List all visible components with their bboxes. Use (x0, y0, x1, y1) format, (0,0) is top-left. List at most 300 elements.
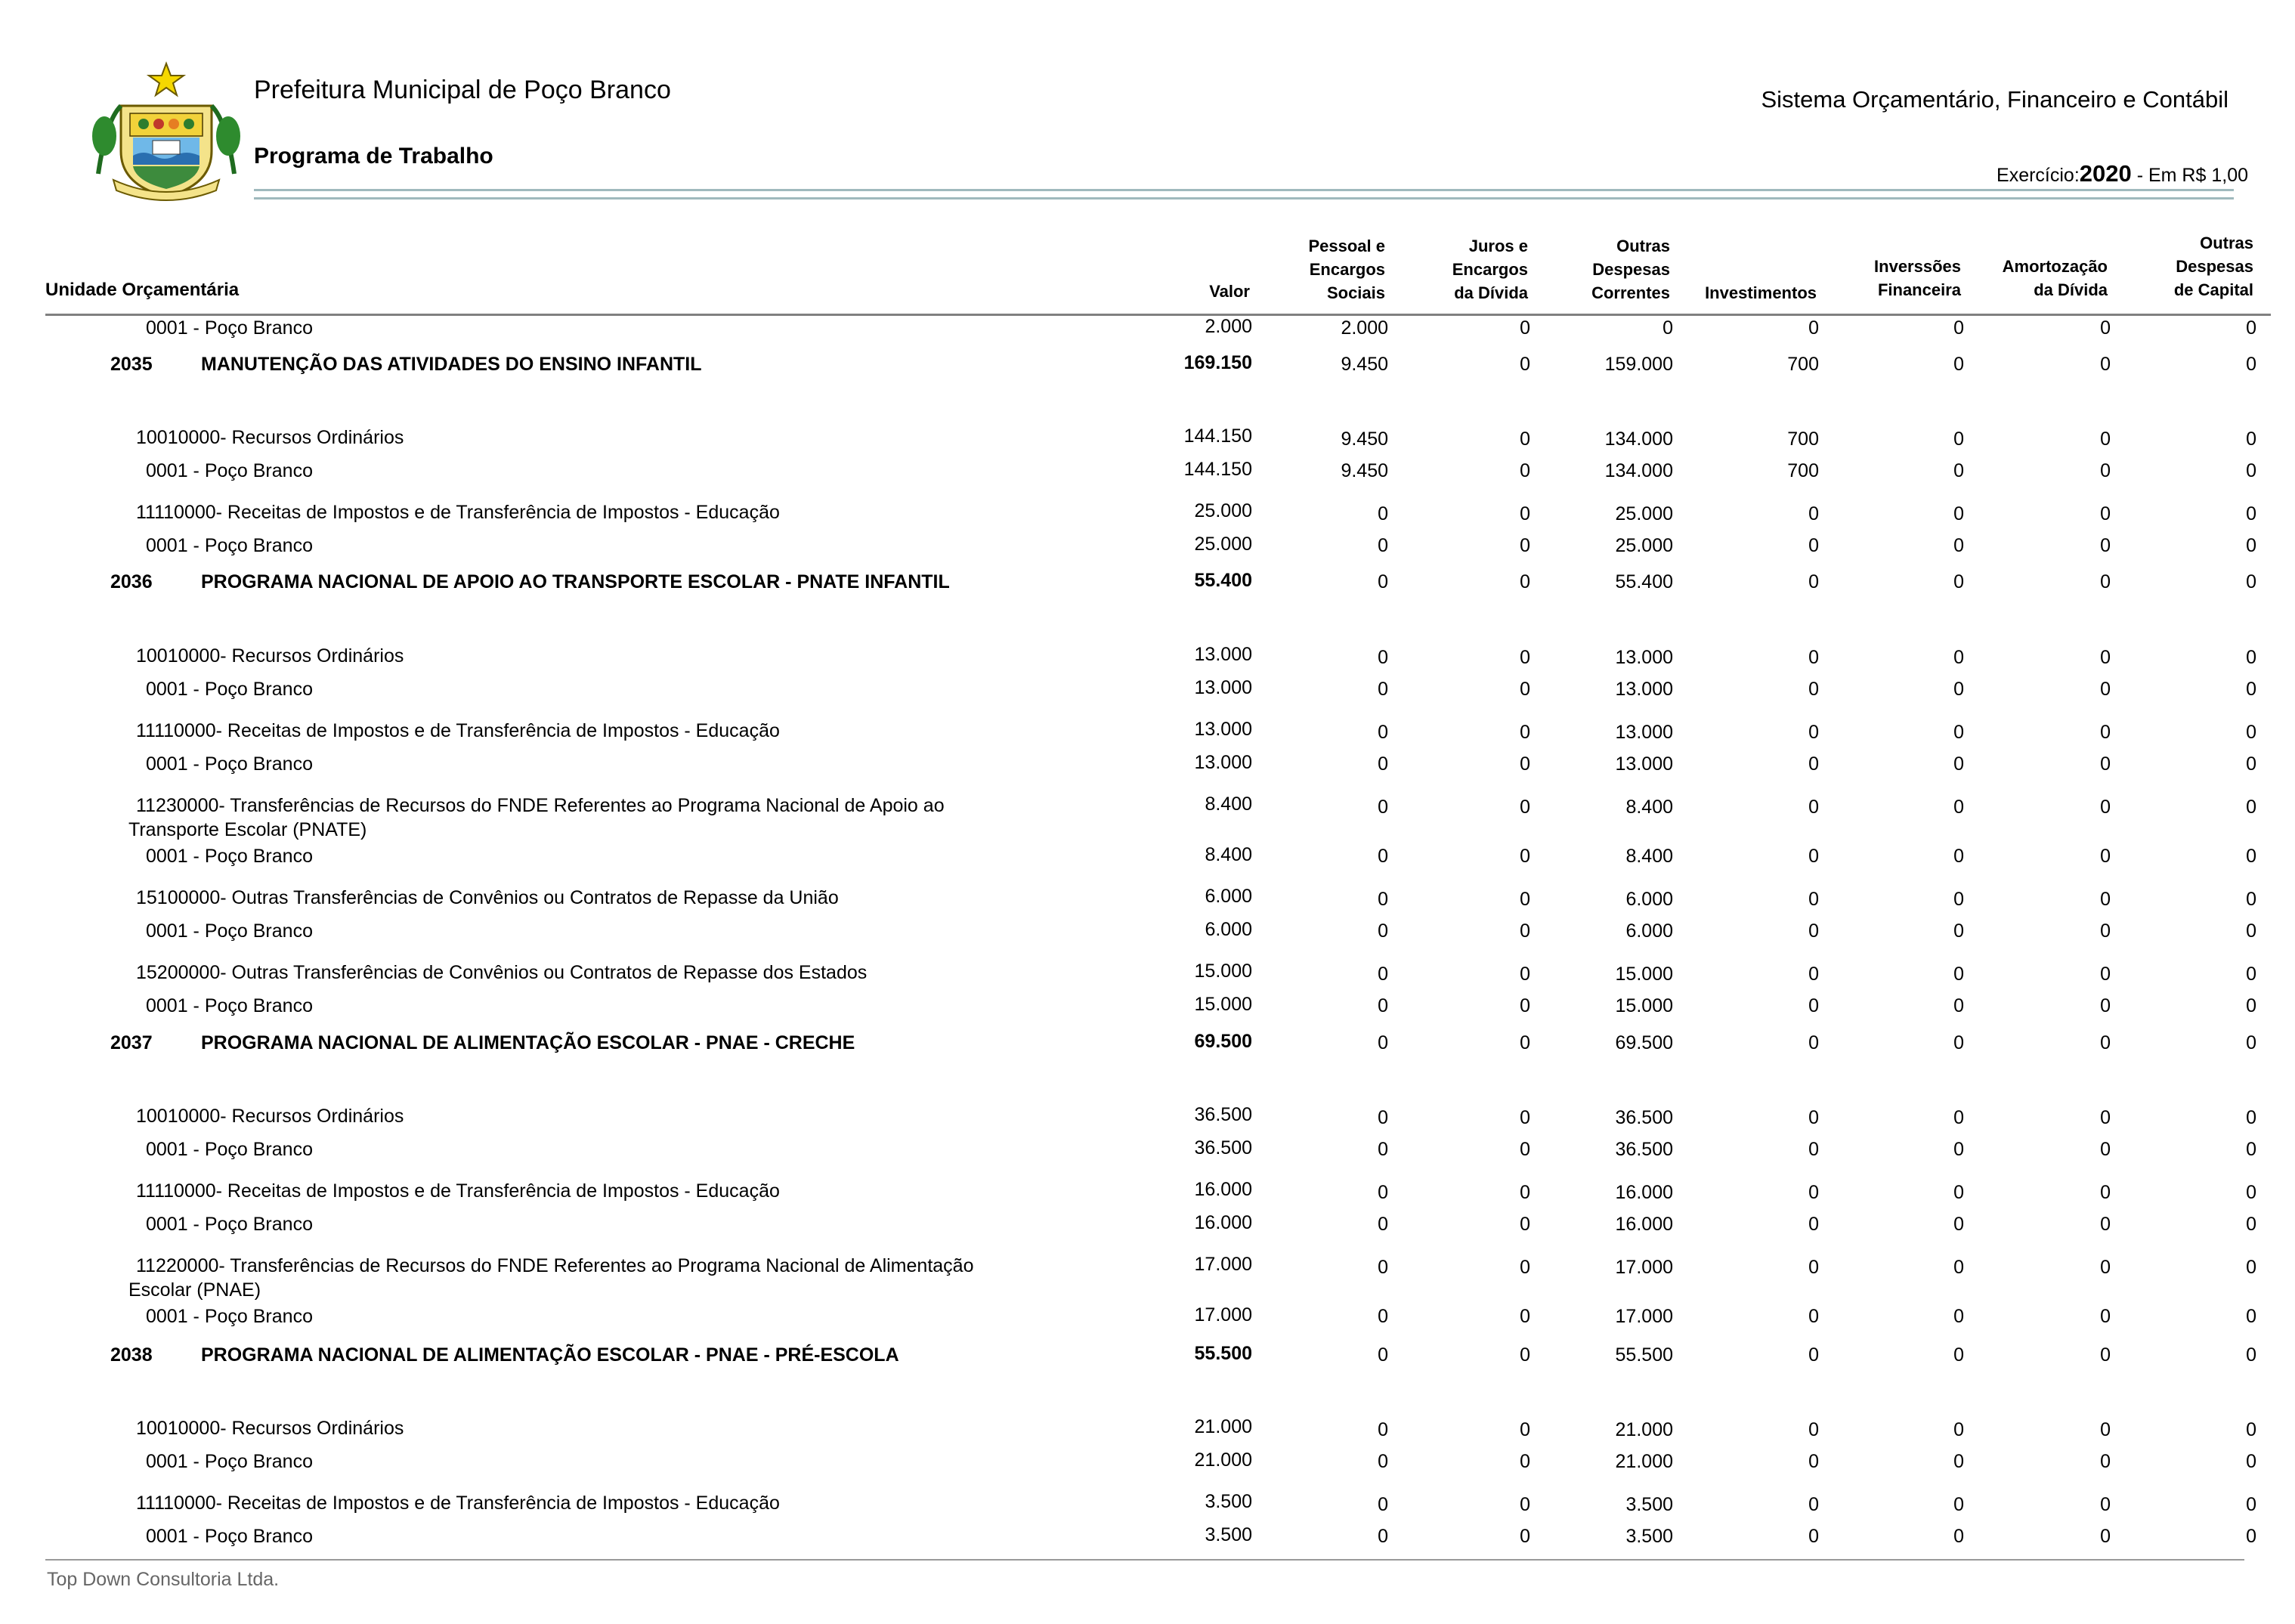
outras-despesas-correntes-cell: 13.000 (1615, 722, 1673, 743)
resource-source-row (0, 720, 2295, 750)
pessoal-encargos-cell: 0 (1378, 1032, 1388, 1053)
pessoal-encargos-cell: 0 (1378, 722, 1388, 743)
footer-company: Top Down Consultoria Ltda. (47, 1569, 280, 1590)
inversoes-financeiras-cell: 0 (1953, 535, 1964, 556)
juros-encargos-cell: 0 (1520, 889, 1530, 910)
col-header-juros-2: Encargos (1452, 260, 1528, 279)
pessoal-encargos-cell: 2.000 (1341, 317, 1388, 339)
fiscal-year-value: 2020 (2079, 160, 2132, 187)
outras-despesas-correntes-cell: 25.000 (1615, 535, 1673, 556)
col-header-unidade: Unidade Orçamentária (45, 280, 240, 300)
location-row (0, 1306, 2295, 1336)
pessoal-encargos-cell: 0 (1378, 846, 1388, 867)
valor-cell: 25.000 (1194, 500, 1252, 521)
valor-cell: 6.000 (1205, 886, 1252, 907)
col-header-outras-capital-2: Despesas (2176, 257, 2253, 276)
investimentos-cell: 0 (1808, 317, 1819, 339)
juros-encargos-cell: 0 (1520, 797, 1530, 818)
outras-despesas-capital-cell: 0 (2246, 460, 2256, 481)
amortizacao-divida-cell: 0 (2100, 535, 2111, 556)
juros-encargos-cell: 0 (1520, 1306, 1530, 1327)
outras-despesas-correntes-cell: 134.000 (1604, 460, 1673, 481)
valor-cell: 16.000 (1194, 1179, 1252, 1200)
outras-despesas-correntes-cell: 16.000 (1615, 1182, 1673, 1203)
resource-source-label: 11110000- Receitas de Impostos e de Transferência de Impostos - Educação (136, 1180, 780, 1202)
col-header-outras-capital (2174, 231, 2253, 302)
pessoal-encargos-cell: 0 (1378, 1419, 1388, 1440)
col-header-valor: Valor (1209, 282, 1250, 301)
inversoes-financeiras-cell: 0 (1953, 503, 1964, 524)
location-row (0, 753, 2295, 784)
footer-rule (45, 1559, 2244, 1561)
outras-despesas-capital-cell: 0 (2246, 354, 2256, 375)
system-name: Sistema Orçamentário, Financeiro e Contábil (1761, 86, 2229, 113)
valor-cell: 36.500 (1194, 1137, 1252, 1158)
program-code: 2035 (110, 354, 153, 375)
program-row (0, 1032, 2295, 1063)
location-label: 0001 - Poço Branco (146, 846, 313, 867)
location-label: 0001 - Poço Branco (146, 460, 313, 481)
juros-encargos-cell: 0 (1520, 753, 1530, 775)
program-name: MANUTENÇÃO DAS ATIVIDADES DO ENSINO INFANTIL (201, 354, 702, 375)
outras-despesas-capital-cell: 0 (2246, 317, 2256, 339)
amortizacao-divida-cell: 0 (2100, 317, 2111, 339)
inversoes-financeiras-cell: 0 (1953, 647, 1964, 668)
valor-cell: 13.000 (1194, 752, 1252, 773)
outras-despesas-correntes-cell: 69.500 (1615, 1032, 1673, 1053)
amortizacao-divida-cell: 0 (2100, 1107, 2111, 1128)
inversoes-financeiras-cell: 0 (1953, 995, 1964, 1016)
table-header-rule (45, 314, 2271, 316)
juros-encargos-cell: 0 (1520, 1032, 1530, 1053)
col-header-inversoes (1874, 255, 1961, 302)
investimentos-cell: 700 (1787, 428, 1819, 450)
valor-cell: 144.150 (1183, 459, 1252, 480)
col-header-amortizacao (2003, 255, 2108, 302)
juros-encargos-cell: 0 (1520, 428, 1530, 450)
juros-encargos-cell: 0 (1520, 1344, 1530, 1366)
fiscal-year (1997, 160, 2248, 187)
outras-despesas-capital-cell: 0 (2246, 964, 2256, 985)
amortizacao-divida-cell: 0 (2100, 1451, 2111, 1472)
col-header-pessoal-3: Sociais (1326, 283, 1385, 302)
juros-encargos-cell: 0 (1520, 354, 1530, 375)
investimentos-cell: 0 (1808, 503, 1819, 524)
program-code: 2036 (110, 571, 153, 592)
resource-source-row (0, 1106, 2295, 1136)
resource-source-label: 10010000- Recursos Ordinários (136, 645, 404, 667)
inversoes-financeiras-cell: 0 (1953, 1032, 1964, 1053)
resource-source-label-continued: Escolar (PNAE) (128, 1279, 261, 1301)
program-name: PROGRAMA NACIONAL DE ALIMENTAÇÃO ESCOLAR - PNAE - PRÉ-ESCOLA (201, 1344, 899, 1366)
col-header-investimentos: Investimentos (1705, 283, 1817, 302)
location-row (0, 1214, 2295, 1244)
location-label: 0001 - Poço Branco (146, 1526, 313, 1547)
amortizacao-divida-cell: 0 (2100, 1306, 2111, 1327)
pessoal-encargos-cell: 0 (1378, 1451, 1388, 1472)
juros-encargos-cell: 0 (1520, 995, 1530, 1016)
location-row (0, 679, 2295, 709)
amortizacao-divida-cell: 0 (2100, 889, 2111, 910)
program-row (0, 1344, 2295, 1375)
investimentos-cell: 0 (1808, 753, 1819, 775)
report-title: Programa de Trabalho (254, 144, 493, 169)
municipal-coat-of-arms-logo (83, 60, 249, 204)
amortizacao-divida-cell: 0 (2100, 797, 2111, 818)
location-label: 0001 - Poço Branco (146, 535, 313, 556)
col-header-inversoes-1: Inverssões (1874, 257, 1961, 276)
amortizacao-divida-cell: 0 (2100, 503, 2111, 524)
organization-name: Prefeitura Municipal de Poço Branco (254, 76, 671, 104)
amortizacao-divida-cell: 0 (2100, 1257, 2111, 1278)
inversoes-financeiras-cell: 0 (1953, 1451, 1964, 1472)
investimentos-cell: 0 (1808, 1344, 1819, 1366)
outras-despesas-capital-cell: 0 (2246, 797, 2256, 818)
outras-despesas-capital-cell: 0 (2246, 1494, 2256, 1515)
outras-despesas-capital-cell: 0 (2246, 753, 2256, 775)
resource-source-label: 11220000- Transferências de Recursos do FNDE Referentes ao Programa Nacional de Alimentação (136, 1255, 974, 1276)
col-header-juros (1452, 234, 1528, 305)
location-label: 0001 - Poço Branco (146, 995, 313, 1016)
col-header-outras-capital-1: Outras (2200, 234, 2253, 252)
juros-encargos-cell: 0 (1520, 1214, 1530, 1235)
col-header-outras-capital-3: de Capital (2173, 280, 2253, 299)
col-header-inversoes-2: Financeira (1877, 280, 1961, 299)
valor-cell: 3.500 (1205, 1491, 1252, 1512)
valor-cell: 16.000 (1194, 1212, 1252, 1233)
location-label: 0001 - Poço Branco (146, 753, 313, 775)
investimentos-cell: 0 (1808, 995, 1819, 1016)
juros-encargos-cell: 0 (1520, 535, 1530, 556)
inversoes-financeiras-cell: 0 (1953, 1344, 1964, 1366)
outras-despesas-capital-cell: 0 (2246, 1257, 2256, 1278)
col-header-pessoal-1: Pessoal e (1308, 237, 1385, 255)
col-header-juros-1: Juros e (1468, 237, 1528, 255)
amortizacao-divida-cell: 0 (2100, 846, 2111, 867)
outras-despesas-correntes-cell: 8.400 (1625, 846, 1673, 867)
outras-despesas-capital-cell: 0 (2246, 722, 2256, 743)
investimentos-cell: 0 (1808, 920, 1819, 942)
location-label: 0001 - Poço Branco (146, 1214, 313, 1235)
resource-source-row (0, 793, 2295, 840)
amortizacao-divida-cell: 0 (2100, 1526, 2111, 1547)
resource-source-label: 11110000- Receitas de Impostos e de Transferência de Impostos - Educação (136, 502, 780, 523)
inversoes-financeiras-cell: 0 (1953, 1139, 1964, 1160)
location-row (0, 460, 2295, 490)
valor-cell: 17.000 (1194, 1304, 1252, 1325)
juros-encargos-cell: 0 (1520, 503, 1530, 524)
investimentos-cell: 0 (1808, 1257, 1819, 1278)
pessoal-encargos-cell: 0 (1378, 1494, 1388, 1515)
investimentos-cell: 0 (1808, 679, 1819, 700)
outras-despesas-capital-cell: 0 (2246, 1344, 2256, 1366)
col-header-outras-correntes-1: Outras (1616, 237, 1670, 255)
valor-cell: 3.500 (1205, 1524, 1252, 1545)
amortizacao-divida-cell: 0 (2100, 571, 2111, 592)
juros-encargos-cell: 0 (1520, 1107, 1530, 1128)
juros-encargos-cell: 0 (1520, 1494, 1530, 1515)
outras-despesas-correntes-cell: 13.000 (1615, 753, 1673, 775)
outras-despesas-correntes-cell: 6.000 (1625, 889, 1673, 910)
pessoal-encargos-cell: 0 (1378, 1526, 1388, 1547)
col-header-amortizacao-1: Amortozação (2002, 257, 2108, 276)
juros-encargos-cell: 0 (1520, 679, 1530, 700)
outras-despesas-capital-cell: 0 (2246, 1032, 2256, 1053)
investimentos-cell: 700 (1787, 460, 1819, 481)
outras-despesas-correntes-cell: 15.000 (1615, 995, 1673, 1016)
juros-encargos-cell: 0 (1520, 1257, 1530, 1278)
inversoes-financeiras-cell: 0 (1953, 920, 1964, 942)
location-row (0, 1451, 2295, 1481)
valor-cell: 21.000 (1194, 1449, 1252, 1471)
amortizacao-divida-cell: 0 (2100, 460, 2111, 481)
inversoes-financeiras-cell: 0 (1953, 1306, 1964, 1327)
outras-despesas-correntes-cell: 159.000 (1604, 354, 1673, 375)
outras-despesas-correntes-cell: 25.000 (1615, 503, 1673, 524)
inversoes-financeiras-cell: 0 (1953, 964, 1964, 985)
resource-source-label: 10010000- Recursos Ordinários (136, 1106, 404, 1127)
col-header-pessoal (1308, 234, 1385, 305)
pessoal-encargos-cell: 0 (1378, 535, 1388, 556)
valor-cell: 13.000 (1194, 677, 1252, 698)
valor-cell: 69.500 (1194, 1031, 1252, 1052)
program-row (0, 354, 2295, 384)
inversoes-financeiras-cell: 0 (1953, 1494, 1964, 1515)
valor-cell: 13.000 (1194, 644, 1252, 665)
inversoes-financeiras-cell: 0 (1953, 1419, 1964, 1440)
resource-source-row (0, 962, 2295, 992)
investimentos-cell: 0 (1808, 964, 1819, 985)
outras-despesas-correntes-cell: 8.400 (1625, 797, 1673, 818)
program-name: PROGRAMA NACIONAL DE ALIMENTAÇÃO ESCOLAR - PNAE - CRECHE (201, 1032, 855, 1053)
investimentos-cell: 700 (1787, 354, 1819, 375)
inversoes-financeiras-cell: 0 (1953, 889, 1964, 910)
juros-encargos-cell: 0 (1520, 964, 1530, 985)
inversoes-financeiras-cell: 0 (1953, 571, 1964, 592)
col-header-juros-3: da Dívida (1454, 283, 1528, 302)
valor-cell: 36.500 (1194, 1104, 1252, 1125)
amortizacao-divida-cell: 0 (2100, 722, 2111, 743)
inversoes-financeiras-cell: 0 (1953, 460, 1964, 481)
pessoal-encargos-cell: 0 (1378, 571, 1388, 592)
resource-source-row (0, 1254, 2295, 1301)
juros-encargos-cell: 0 (1520, 920, 1530, 942)
location-row (0, 535, 2295, 565)
resource-source-row (0, 427, 2295, 457)
pessoal-encargos-cell: 9.450 (1341, 354, 1388, 375)
pessoal-encargos-cell: 0 (1378, 1214, 1388, 1235)
outras-despesas-correntes-cell: 21.000 (1615, 1419, 1673, 1440)
resource-source-label-continued: Transporte Escolar (PNATE) (128, 819, 367, 840)
investimentos-cell: 0 (1808, 1214, 1819, 1235)
outras-despesas-correntes-cell: 16.000 (1615, 1214, 1673, 1235)
location-row (0, 1139, 2295, 1169)
outras-despesas-correntes-cell: 17.000 (1615, 1257, 1673, 1278)
outras-despesas-correntes-cell: 13.000 (1615, 647, 1673, 668)
pessoal-encargos-cell: 0 (1378, 1139, 1388, 1160)
amortizacao-divida-cell: 0 (2100, 1214, 2111, 1235)
pessoal-encargos-cell: 0 (1378, 920, 1388, 942)
col-header-outras-correntes-2: Despesas (1592, 260, 1670, 279)
investimentos-cell: 0 (1808, 1182, 1819, 1203)
outras-despesas-capital-cell: 0 (2246, 920, 2256, 942)
outras-despesas-correntes-cell: 55.400 (1615, 571, 1673, 592)
pessoal-encargos-cell: 0 (1378, 995, 1388, 1016)
valor-cell: 55.500 (1194, 1343, 1252, 1364)
valor-cell: 15.000 (1194, 960, 1252, 982)
outras-despesas-correntes-cell: 13.000 (1615, 679, 1673, 700)
outras-despesas-capital-cell: 0 (2246, 1306, 2256, 1327)
inversoes-financeiras-cell: 0 (1953, 428, 1964, 450)
juros-encargos-cell: 0 (1520, 1419, 1530, 1440)
pessoal-encargos-cell: 0 (1378, 889, 1388, 910)
resource-source-label: 11230000- Transferências de Recursos do FNDE Referentes ao Programa Nacional de Apoio ao (136, 795, 945, 816)
pessoal-encargos-cell: 0 (1378, 1182, 1388, 1203)
location-row (0, 846, 2295, 876)
resource-source-label: 11110000- Receitas de Impostos e de Transferência de Impostos - Educação (136, 720, 780, 741)
outras-despesas-capital-cell: 0 (2246, 428, 2256, 450)
location-label: 0001 - Poço Branco (146, 317, 313, 339)
pessoal-encargos-cell: 0 (1378, 797, 1388, 818)
location-row (0, 1526, 2295, 1556)
col-header-pessoal-2: Encargos (1309, 260, 1385, 279)
resource-source-row (0, 645, 2295, 676)
inversoes-financeiras-cell: 0 (1953, 722, 1964, 743)
location-row (0, 920, 2295, 951)
pessoal-encargos-cell: 9.450 (1341, 460, 1388, 481)
investimentos-cell: 0 (1808, 1419, 1819, 1440)
outras-despesas-correntes-cell: 3.500 (1625, 1494, 1673, 1515)
pessoal-encargos-cell: 0 (1378, 503, 1388, 524)
program-code: 2037 (110, 1032, 153, 1053)
amortizacao-divida-cell: 0 (2100, 679, 2111, 700)
pessoal-encargos-cell: 9.450 (1341, 428, 1388, 450)
valor-cell: 55.400 (1194, 570, 1252, 591)
resource-source-row (0, 1180, 2295, 1211)
pessoal-encargos-cell: 0 (1378, 679, 1388, 700)
investimentos-cell: 0 (1808, 1526, 1819, 1547)
inversoes-financeiras-cell: 0 (1953, 1257, 1964, 1278)
investimentos-cell: 0 (1808, 1107, 1819, 1128)
investimentos-cell: 0 (1808, 1451, 1819, 1472)
juros-encargos-cell: 0 (1520, 846, 1530, 867)
location-label: 0001 - Poço Branco (146, 1306, 313, 1327)
resource-source-row (0, 1418, 2295, 1448)
location-label: 0001 - Poço Branco (146, 1139, 313, 1160)
investimentos-cell: 0 (1808, 889, 1819, 910)
outras-despesas-correntes-cell: 134.000 (1604, 428, 1673, 450)
resource-source-label: 10010000- Recursos Ordinários (136, 1418, 404, 1439)
investimentos-cell: 0 (1808, 846, 1819, 867)
outras-despesas-capital-cell: 0 (2246, 1526, 2256, 1547)
resource-source-row (0, 887, 2295, 917)
juros-encargos-cell: 0 (1520, 460, 1530, 481)
investimentos-cell: 0 (1808, 1139, 1819, 1160)
amortizacao-divida-cell: 0 (2100, 920, 2111, 942)
outras-despesas-correntes-cell: 6.000 (1625, 920, 1673, 942)
inversoes-financeiras-cell: 0 (1953, 753, 1964, 775)
amortizacao-divida-cell: 0 (2100, 647, 2111, 668)
inversoes-financeiras-cell: 0 (1953, 846, 1964, 867)
amortizacao-divida-cell: 0 (2100, 1139, 2111, 1160)
outras-despesas-capital-cell: 0 (2246, 1451, 2256, 1472)
outras-despesas-capital-cell: 0 (2246, 535, 2256, 556)
inversoes-financeiras-cell: 0 (1953, 317, 1964, 339)
juros-encargos-cell: 0 (1520, 1139, 1530, 1160)
pessoal-encargos-cell: 0 (1378, 1306, 1388, 1327)
currency-label: - Em R$ 1,00 (2136, 165, 2248, 186)
juros-encargos-cell: 0 (1520, 647, 1530, 668)
investimentos-cell: 0 (1808, 1494, 1819, 1515)
amortizacao-divida-cell: 0 (2100, 995, 2111, 1016)
program-row (0, 571, 2295, 602)
pessoal-encargos-cell: 0 (1378, 1257, 1388, 1278)
outras-despesas-capital-cell: 0 (2246, 1419, 2256, 1440)
resource-source-row (0, 1493, 2295, 1523)
outras-despesas-correntes-cell: 17.000 (1615, 1306, 1673, 1327)
outras-despesas-correntes-cell: 55.500 (1615, 1344, 1673, 1366)
valor-cell: 144.150 (1183, 425, 1252, 447)
valor-cell: 21.000 (1194, 1416, 1252, 1437)
pessoal-encargos-cell: 0 (1378, 1344, 1388, 1366)
pessoal-encargos-cell: 0 (1378, 753, 1388, 775)
amortizacao-divida-cell: 0 (2100, 753, 2111, 775)
location-row (0, 995, 2295, 1025)
juros-encargos-cell: 0 (1520, 1451, 1530, 1472)
valor-cell: 169.150 (1183, 352, 1252, 373)
valor-cell: 15.000 (1194, 994, 1252, 1015)
valor-cell: 6.000 (1205, 919, 1252, 940)
location-label: 0001 - Poço Branco (146, 679, 313, 700)
program-name: PROGRAMA NACIONAL DE APOIO AO TRANSPORTE ESCOLAR - PNATE INFANTIL (201, 571, 950, 592)
outras-despesas-capital-cell: 0 (2246, 647, 2256, 668)
outras-despesas-correntes-cell: 15.000 (1615, 964, 1673, 985)
amortizacao-divida-cell: 0 (2100, 1419, 2111, 1440)
outras-despesas-correntes-cell: 3.500 (1625, 1526, 1673, 1547)
inversoes-financeiras-cell: 0 (1953, 1526, 1964, 1547)
pessoal-encargos-cell: 0 (1378, 647, 1388, 668)
outras-despesas-correntes-cell: 0 (1662, 317, 1673, 339)
outras-despesas-correntes-cell: 21.000 (1615, 1451, 1673, 1472)
valor-cell: 17.000 (1194, 1254, 1252, 1275)
valor-cell: 13.000 (1194, 719, 1252, 740)
outras-despesas-capital-cell: 0 (2246, 889, 2256, 910)
pessoal-encargos-cell: 0 (1378, 1107, 1388, 1128)
header-rule (254, 189, 2234, 200)
outras-despesas-capital-cell: 0 (2246, 679, 2256, 700)
juros-encargos-cell: 0 (1520, 571, 1530, 592)
valor-cell: 8.400 (1205, 793, 1252, 815)
resource-source-label: 15100000- Outras Transferências de Convênios ou Contratos de Repasse da União (136, 887, 839, 908)
valor-cell: 25.000 (1194, 534, 1252, 555)
inversoes-financeiras-cell: 0 (1953, 797, 1964, 818)
outras-despesas-capital-cell: 0 (2246, 503, 2256, 524)
outras-despesas-correntes-cell: 36.500 (1615, 1107, 1673, 1128)
resource-source-label: 11110000- Receitas de Impostos e de Transferência de Impostos - Educação (136, 1493, 780, 1514)
investimentos-cell: 0 (1808, 1306, 1819, 1327)
col-header-outras-correntes-3: Correntes (1591, 283, 1670, 302)
resource-source-label: 15200000- Outras Transferências de Convênios ou Contratos de Repasse dos Estados (136, 962, 868, 983)
valor-cell: 8.400 (1205, 844, 1252, 865)
amortizacao-divida-cell: 0 (2100, 1182, 2111, 1203)
resource-source-label: 10010000- Recursos Ordinários (136, 427, 404, 448)
location-label: 0001 - Poço Branco (146, 1451, 313, 1472)
amortizacao-divida-cell: 0 (2100, 1494, 2111, 1515)
pessoal-encargos-cell: 0 (1378, 964, 1388, 985)
juros-encargos-cell: 0 (1520, 1526, 1530, 1547)
amortizacao-divida-cell: 0 (2100, 1344, 2111, 1366)
inversoes-financeiras-cell: 0 (1953, 1182, 1964, 1203)
